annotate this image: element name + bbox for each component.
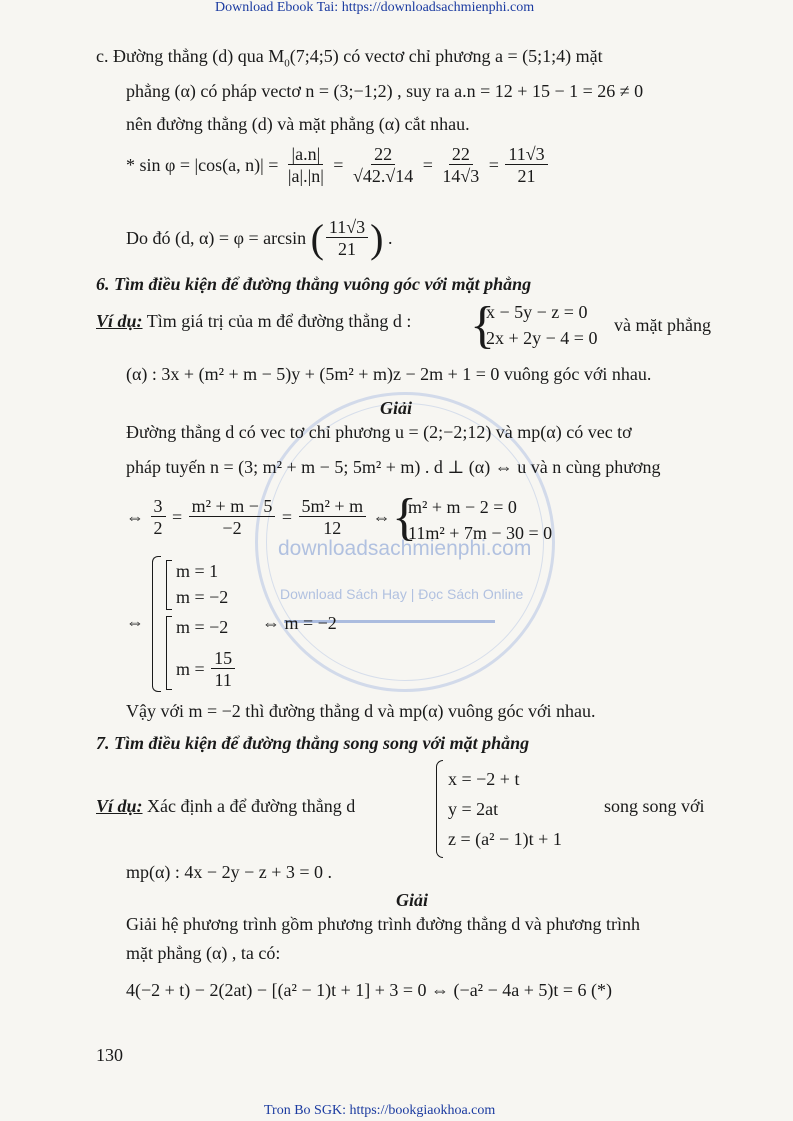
watermark-tagline: Download Sách Hay | Đọc Sách Online: [280, 586, 524, 602]
cases-outer-brace: [152, 556, 161, 692]
section-7-example-tail: song song với: [604, 796, 705, 816]
part-c-line1: c. Đường thẳng (d) qua $M_0(7;4;5)$ có vectơ chỉ phương a = (5;1;4) mặt: [96, 46, 603, 70]
result-system: m² + m − 2 = 0 11m² + 7m − 30 = 0: [408, 497, 553, 543]
sys-brace: {: [470, 297, 495, 354]
watermark-site: downloadsachmienphi.com: [278, 537, 532, 560]
case-m-minus2-b: m = −2: [176, 617, 229, 637]
cases-bracket-1: [166, 560, 172, 610]
part-c-line3: nên đường thẳng (d) và mặt phẳng (α) cắt nhau.: [126, 114, 470, 134]
section-6-plane: (α) : 3x + (m² + m − 5)y + (5m² + m)z − 2m + 1 = 0 vuông góc với nhau.: [126, 364, 652, 384]
param-brace: [436, 760, 443, 858]
section-6-sol2: pháp tuyến n = (3; m² + m − 5; 5m² + m) . d ⊥ (α) ⇔ u và n cùng phương: [126, 457, 661, 477]
ratio-equation: ⇔ $\frac{3}{2}$ = $\frac{\text{m² + m − 5}}{-2}$ = $\frac{\text{5m² + m}}{12}$ ⇔: [126, 496, 391, 538]
section-7-heading: 7. Tìm điều kiện để đường thẳng song song với mặt phẳng: [96, 733, 530, 753]
section-7-sol2: mặt phẳng (α) , ta có:: [126, 943, 281, 963]
section-6-heading: 6. Tìm điều kiện để đường thẳng vuông góc với mặt phẳng: [96, 274, 532, 294]
conclusion-formula: Do đó (d, α) = φ = arcsin ( $\frac{11√3}{21}$ ) .: [126, 216, 393, 261]
case-m-fraction: m = $\frac{15}{11}$: [176, 648, 237, 691]
section-6-sol1: Đường thẳng d có vec tơ chỉ phương u = (2;−2;12) và mp(α) có vec tơ: [126, 422, 632, 442]
section-6-example-tail: và mặt phẳng: [614, 315, 711, 335]
param-equations: x = −2 + t y = 2at z = (a² − 1)t + 1: [448, 769, 562, 849]
cases-iff: ⇔: [126, 612, 144, 632]
page-number: 130: [96, 1045, 123, 1065]
sin-formula: * sin φ = |cos(a, n)| = $\frac{|a.n|}{|a|.|n|}$ = $\frac{22}{√42.√14}$ = $\frac{22}{14√3}$ = $\frac{11√3}{21}$: [126, 144, 550, 187]
part-c-line2: phẳng (α) có pháp vectơ n = (3;−1;2) , suy ra a.n = 12 + 15 − 1 = 26 ≠ 0: [126, 81, 644, 101]
section-7-sol3: 4(−2 + t) − 2(2at) − [(a² − 1)t + 1] + 3 = 0 ⇔ (−a² − 4a + 5)t = 6 (*): [126, 980, 612, 1000]
section-6-verdict: Vậy với m = −2 thì đường thẳng d và mp(α) vuông góc với nhau.: [126, 701, 596, 721]
section-6-example: Ví dụ: Tìm giá trị của m để đường thẳng d :: [96, 311, 412, 331]
header-link[interactable]: Download Ebook Tai: https://downloadsachmienphi.com: [215, 0, 535, 15]
sys-equations: x − 5y − z = 0 2x + 2y − 4 = 0: [486, 302, 598, 348]
section-6-solution-title: Giải: [380, 398, 413, 418]
case-m-minus2: m = −2: [176, 587, 229, 607]
cases-bracket-2: [166, 616, 172, 690]
result-brace: {: [392, 489, 417, 546]
footer-link[interactable]: Tron Bo SGK: https://bookgiaokhoa.com: [264, 1103, 496, 1118]
section-7-plane: mp(α) : 4x − 2y − z + 3 = 0 .: [126, 862, 333, 882]
section-7-sol1: Giải hệ phương trình gồm phương trình đường thẳng d và phương trình: [126, 914, 641, 934]
section-7-example: Ví dụ: Xác định a để đường thẳng d: [96, 796, 356, 816]
case-m-1: m = 1: [176, 561, 219, 581]
case-result: ⇔ m = −2: [262, 613, 337, 633]
section-7-solution-title: Giải: [396, 890, 429, 910]
